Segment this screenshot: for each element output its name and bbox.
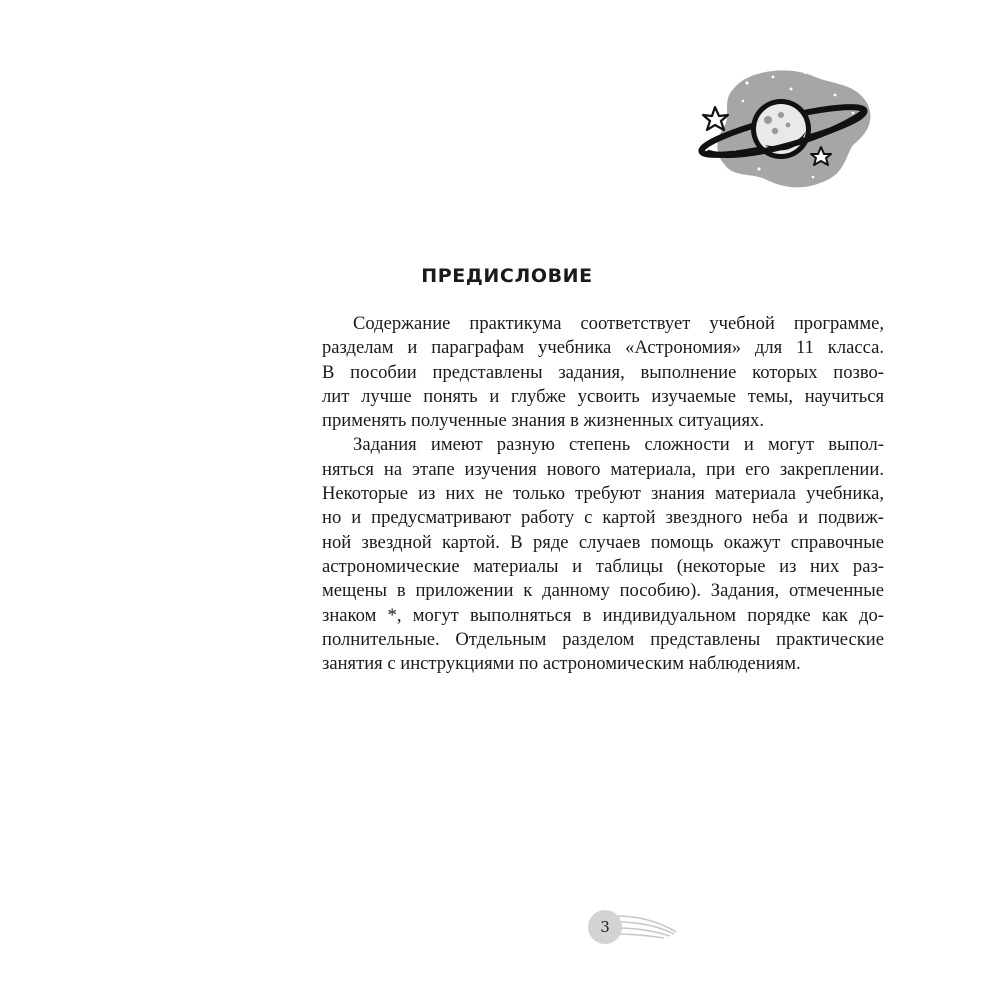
paragraph-line: применять полученные знания в жизненных ситуациях. [322, 410, 765, 432]
paragraph-line: Содержание практикума соответствует учебной программе, [353, 313, 884, 334]
paragraph-line: астрономические материалы и таблицы (некоторые из них раз- [322, 555, 884, 577]
paragraph-line: но и предусматривают работу с картой звездного неба и подвиж- [322, 507, 884, 529]
paragraph-line: лит лучше понять и глубже усвоить изучаемые темы, научиться [322, 385, 884, 407]
paragraph-line: знаком *, могут выполняться в индивидуальном порядке как до- [322, 604, 884, 626]
paragraph-line: Задания имеют разную степень сложности и могут выпол- [353, 434, 884, 456]
paragraph-line: Некоторые из них не только требуют знания материала учебника, [322, 483, 884, 505]
planet-emblem-icon [695, 65, 875, 195]
paragraph-line: ной звездной картой. В ряде случаев помощь окажут справочные [322, 531, 884, 553]
page-title: ПРЕДИСЛОВИЕ [421, 265, 593, 287]
page-number-badge [588, 910, 678, 944]
page-number: 3 [588, 910, 622, 944]
paragraph-line: полнительные. Отдельным разделом представлены практические [322, 628, 884, 650]
paragraph-line: разделам и параграфам учебника «Астрономия» для 11 класса. [322, 337, 884, 359]
paragraph-line: В пособии представлены задания, выполнение которых позво- [322, 361, 884, 383]
paragraph-line: мещены в приложении к данному пособию). Задания, отмеченные [322, 580, 884, 602]
preface-body [322, 312, 884, 676]
paragraph-line: занятия с инструкциями по астрономическим наблюдениям. [322, 653, 801, 675]
paragraph-line: няться на этапе изучения нового материала, при его закреплении. [322, 458, 884, 480]
paragraph-1 [322, 312, 884, 433]
paragraph-2 [322, 433, 884, 676]
